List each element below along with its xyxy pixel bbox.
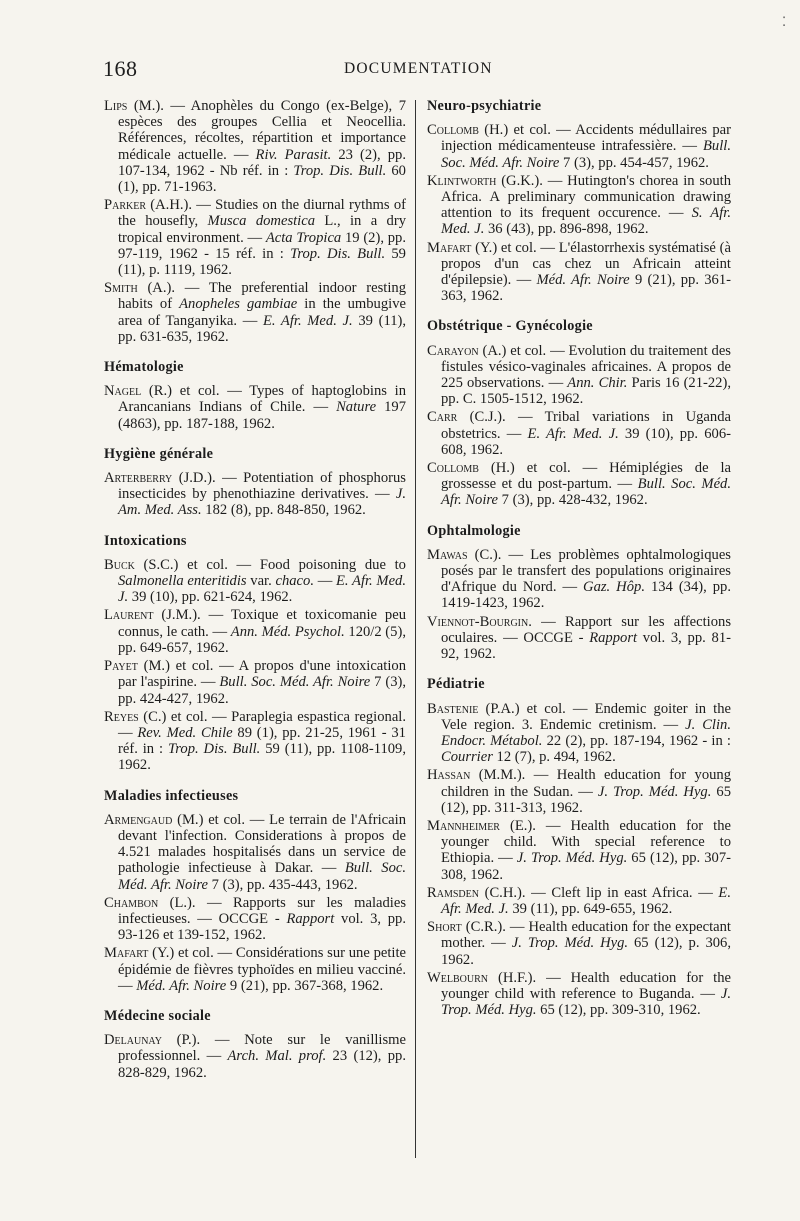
entry-author: Smith (A.).	[104, 280, 176, 297]
entry-text: 39 (11), pp. 631-635, 1962.	[118, 312, 407, 345]
entry-journal: J. Am. Med. Ass.	[118, 486, 406, 519]
entry-journal: Acta Tropica	[265, 229, 342, 246]
section	[104, 446, 406, 519]
entry-text: 23 (12), pp. 828-829, 1962.	[118, 1048, 406, 1081]
bibliography-entry	[104, 470, 406, 519]
bibliography-entry	[427, 343, 731, 408]
section	[427, 98, 731, 304]
bibliography-entry	[104, 383, 406, 432]
section	[104, 788, 406, 994]
bibliography-entry	[427, 173, 731, 238]
bibliography-entry	[427, 547, 731, 612]
bibliography-entry	[427, 122, 731, 171]
entry-text: 7 (3), pp. 424-427, 1962.	[118, 674, 406, 707]
entry-text: var.	[246, 573, 276, 590]
entry-journal: E. Afr. Med. J.	[262, 312, 353, 329]
bibliography-entry	[104, 812, 406, 893]
entry-text: — Les problèmes ophtalmologiques posés par le transfert des populations originaires d'Afrique du Nord. —	[441, 546, 731, 596]
entry-author: Klintworth (G.K.).	[427, 172, 543, 189]
entry-journal: E. Afr. Med. J.	[441, 884, 731, 917]
entry-text: 60 (1), pp. 71-1963.	[118, 162, 406, 196]
bibliography-entry	[427, 818, 731, 883]
entry-journal: Bull. Soc. Méd. Afr. Noire	[118, 860, 406, 893]
entry-text: 39 (10), pp. 621-624, 1962.	[128, 589, 293, 606]
entry-text: L., in a dry tropical environment. —	[118, 213, 407, 246]
entry-text: 120/2 (5), pp. 649-657, 1962.	[118, 623, 406, 656]
entry-journal: Arch. Mal. prof.	[227, 1048, 327, 1065]
section	[104, 1008, 406, 1081]
entry-journal: E. Afr. Med. J.	[527, 425, 619, 442]
entry-text: — Rapports sur les maladies infectieuses. — OCCGE -	[118, 894, 406, 927]
entry-text: 22 (2), pp. 187-194, 1962 - in :	[542, 732, 731, 749]
entry-text: et col. — Evolution du traitement des fistules vésico-vaginales africaines. A propos de 225 observations. —	[441, 342, 731, 392]
entry-text: — Toxique et toxicomanie peu connus, le cath. —	[118, 607, 406, 640]
section-heading: Obstétrique - Gynécologie	[427, 318, 593, 335]
entry-text: 7 (3), pp. 454-457, 1962.	[559, 154, 709, 171]
section-heading: Intoxications	[104, 532, 187, 549]
entry-author: Welbourn (H.F.).	[427, 969, 537, 986]
entry-text: et col. — Le terrain de l'Africain devant l'infection. Considerations à propos de 4.521 malades hospitalisés dans un service de pathologie infectieuse à Dakar. —	[118, 811, 406, 877]
entry-author: Bastenie (P.A.)	[427, 700, 520, 717]
entry-journal: Gaz. Hôp.	[583, 579, 645, 596]
bibliography-entry	[427, 970, 731, 1019]
entry-author: Ramsden (C.H.).	[427, 884, 526, 901]
entry-journal: Riv. Parasit.	[255, 146, 332, 163]
entry-journal: chaco.	[275, 573, 314, 590]
column-divider	[415, 100, 416, 1158]
entry-author: Buck (S.C.)	[104, 556, 179, 573]
entry-text: in the umbugive area of Tanganyika. —	[118, 296, 406, 329]
entry-journal: Méd. Afr. Noire	[536, 272, 630, 289]
entry-journal: Rapport	[286, 910, 335, 927]
section	[427, 318, 731, 508]
entry-text: 134 (34), pp. 1419-1423, 1962.	[441, 579, 731, 612]
entry-author: Hassan (M.M.).	[427, 767, 526, 784]
left-column	[104, 98, 406, 1095]
bibliography-entry	[104, 557, 406, 606]
entry-text: — Cleft lip in east Africa. —	[525, 884, 719, 901]
entry-text: — Studies on the diurnal rythms of the housefly,	[118, 197, 406, 230]
bibliography-entry	[104, 709, 406, 774]
bibliography-entry	[104, 1032, 406, 1081]
entry-text: vol. 3, pp. 93-126 et 139-152, 1962.	[118, 910, 406, 944]
bibliography-entry	[104, 98, 406, 195]
section-heading: Hématologie	[104, 359, 184, 376]
entry-author: Arterberry (J.D.).	[104, 470, 216, 487]
bibliography-entry	[427, 767, 731, 816]
bibliography-entry	[427, 701, 731, 766]
entry-text: 23 (2), pp. 107-134, 1962 - Nb réf. in :	[118, 146, 406, 179]
entry-text: et col. — Food poisoning due to	[178, 556, 406, 573]
bibliography-entry	[104, 607, 406, 656]
entry-author: Collomb (H.)	[427, 460, 515, 477]
bibliography-entry	[427, 885, 731, 917]
section-heading: Neuro-psychiatrie	[427, 98, 542, 114]
section-heading: Médecine sociale	[104, 1007, 211, 1024]
entry-author: Lips (M.).	[104, 98, 164, 114]
entry-author: Delaunay (P.).	[104, 1032, 201, 1049]
entry-text: et col. — Hémiplégies de la grossesse et du post-partum. —	[441, 460, 732, 493]
entry-journal: Ann. Méd. Psychol.	[230, 623, 345, 640]
entry-author: Chambon (L.).	[104, 894, 196, 911]
entry-journal: Nature	[336, 399, 377, 416]
entry-journal: Courrier	[441, 749, 493, 766]
entry-journal: Trop. Dis. Bull.	[293, 162, 387, 179]
entry-journal: Rev. Med. Chile	[137, 724, 233, 741]
entry-journal: Ann. Chir.	[567, 375, 628, 392]
entry-journal: Rapport	[589, 629, 638, 646]
section	[104, 533, 406, 774]
entry-author: Reyes (C.)	[104, 708, 167, 725]
section	[104, 98, 406, 345]
entry-journal: S. Afr. Med. J.	[441, 205, 731, 238]
section-heading: Ophtalmologie	[427, 522, 521, 539]
entry-author: Parker (A.H.).	[104, 197, 193, 214]
entry-text: — Health education for the expectant mother. —	[441, 919, 731, 952]
entry-text: — Potentiation of phosphorus insecticides by phenothiazine derivatives. —	[118, 470, 406, 503]
entry-text: — Anophèles du Congo (ex-Belge), 7 espèces des groupes Cellia et Neocellia. Références, récoltes, répartition et importance médicale actuelle. —	[118, 98, 406, 163]
bibliography-entry	[104, 280, 406, 345]
entry-text: 65 (12), p. 306, 1962.	[441, 935, 731, 968]
bibliography-entry	[427, 919, 731, 968]
entry-text: — Health education for the younger child. With special reference to Ethiopia. —	[441, 817, 731, 867]
entry-journal: J. Trop. Méd. Hyg.	[511, 935, 629, 952]
entry-text: — Rapport sur les affections oculaires. — OCCGE -	[441, 613, 731, 646]
section-heading: Hygiène générale	[104, 445, 214, 462]
right-column	[427, 98, 731, 1032]
bibliography-entry	[104, 945, 406, 994]
bibliography-entry	[104, 658, 406, 707]
entry-journal: Musca domestica	[207, 213, 316, 230]
entry-text: 59 (11), pp. 1108-1109, 1962.	[118, 741, 406, 774]
entry-journal: E. Afr. Med. J.	[118, 573, 407, 606]
entry-text: et col. — Endemic goiter in the Vele region. 3. Endemic cretinism. —	[441, 700, 731, 733]
entry-text: — Tribal variations in Uganda obstetrics. —	[441, 409, 731, 442]
entry-text: et col. — A propos d'une intoxication par l'aspirine. —	[118, 658, 406, 691]
entry-journal: Trop. Dis. Bull.	[167, 741, 261, 758]
entry-text: et col. — Accidents médullaires par injection médicamenteuse intrafessière. —	[441, 122, 731, 155]
entry-text: — Health education for the younger child with reference to Buganda. —	[441, 969, 732, 1002]
entry-journal: Trop. Dis. Bull.	[290, 245, 386, 262]
entry-text: 12 (7), p. 494, 1962.	[492, 749, 616, 766]
bibliography-entry	[427, 614, 731, 663]
entry-journal: J. Trop. Méd. Hyg.	[516, 850, 628, 867]
entry-journal: Bull. Soc. Méd. Afr. Noire	[441, 138, 731, 171]
running-head: DOCUMENTATION	[344, 60, 493, 77]
entry-text: 65 (12), pp. 307-308, 1962.	[441, 850, 731, 883]
entry-text: 9 (21), pp. 367-368, 1962.	[226, 977, 384, 994]
section	[104, 359, 406, 432]
entry-author: Laurent (J.M.).	[104, 607, 201, 624]
bibliography-entry	[104, 895, 406, 944]
entry-text: — Hutington's chorea in south Africa. A preliminary communication drawing attention to its frequent occurence. —	[441, 172, 731, 222]
entry-text: 59 (11), p. 1119, 1962.	[118, 245, 406, 279]
entry-text: 197 (4863), pp. 187-188, 1962.	[118, 399, 406, 432]
bibliography-entry	[427, 460, 731, 509]
entry-author: Carayon (A.)	[427, 342, 507, 359]
entry-text: — Note sur le vanillisme professionnel. —	[118, 1032, 406, 1065]
entry-text: et col. — Types of haptoglobins in Arancanians Indians of Chile. —	[118, 383, 406, 416]
entry-text: 182 (8), pp. 848-850, 1962.	[201, 502, 366, 519]
entry-author: Collomb (H.)	[427, 122, 509, 139]
entry-text: — Health education for young children in the Sudan. —	[441, 767, 732, 800]
entry-text: vol. 3, pp. 81-92, 1962.	[441, 629, 731, 663]
entry-text: 65 (12), pp. 311-313, 1962.	[441, 783, 732, 816]
entry-text: 89 (1), pp. 21-25, 1961 - 31 réf. in :	[118, 724, 406, 758]
entry-text: — The preferential indoor resting habits of	[118, 280, 406, 313]
entry-text: 9 (21), pp. 361-363, 1962.	[441, 272, 731, 305]
entry-author: Nagel (R.)	[104, 383, 173, 400]
entry-author: Viennot-Bourgin.	[427, 613, 532, 630]
entry-author: Mafart (Y.)	[427, 239, 498, 256]
entry-journal: J. Trop. Méd. Hyg.	[597, 783, 712, 800]
entry-text: 36 (43), pp. 896-898, 1962.	[484, 221, 649, 238]
entry-journal: Bull. Soc. Méd. Afr. Noire	[441, 476, 731, 509]
entry-text: et col. — Considérations sur une petite épidémie de fièvres typhoïdes en milieu vacciné. —	[118, 945, 406, 994]
section-heading: Maladies infectieuses	[104, 787, 239, 804]
entry-author: Short (C.R.).	[427, 919, 506, 936]
entry-text: 39 (11), pp. 649-655, 1962.	[508, 900, 673, 917]
section-heading: Pédiatrie	[427, 676, 485, 693]
entry-journal: Bull. Soc. Méd. Afr. Noire	[219, 674, 371, 691]
section	[427, 523, 731, 663]
entry-journal: Méd. Afr. Noire	[136, 977, 227, 994]
entry-author: Mafart (Y.)	[104, 945, 175, 962]
entry-author: Carr (C.J.).	[427, 409, 506, 426]
entry-text: 39 (10), pp. 606-608, 1962.	[441, 425, 731, 458]
page-number: 168	[103, 56, 138, 81]
entry-text: 65 (12), pp. 309-310, 1962.	[536, 1002, 701, 1019]
entry-author: Payet (M.)	[104, 658, 170, 675]
entry-journal: Anopheles gambiae	[179, 296, 298, 313]
bibliography-entry	[427, 240, 731, 305]
entry-author: Armengaud (M.)	[104, 811, 204, 828]
entry-text: Paris 16 (21-22), pp. C. 1505-1512, 1962.	[441, 375, 731, 408]
entry-text: 7 (3), pp. 428-432, 1962.	[498, 492, 648, 509]
entry-journal: J. Trop. Méd. Hyg.	[441, 985, 731, 1019]
entry-text: 19 (2), pp. 97-119, 1962 - 15 réf. in :	[118, 229, 406, 262]
bibliography-entry	[104, 197, 406, 278]
section	[427, 676, 731, 1018]
entry-text: —	[313, 573, 337, 590]
entry-journal: Salmonella enteritidis	[118, 573, 247, 590]
scan-mark: ⁚	[782, 14, 787, 29]
entry-author: Mannheimer (E.).	[427, 817, 536, 834]
entry-text: et col. — Paraplegia espastica regional. —	[118, 708, 406, 741]
entry-text: et col. — L'élastorrhexis systématisé (à propos d'un cas chez un Africain atteint d'épilepsie). —	[441, 239, 731, 289]
entry-text: 7 (3), pp. 435-443, 1962.	[208, 876, 358, 893]
entry-author: Mawas (C.).	[427, 546, 502, 563]
entry-journal: J. Clin. Endocr. Métabol.	[441, 716, 731, 749]
bibliography-entry	[427, 409, 731, 458]
